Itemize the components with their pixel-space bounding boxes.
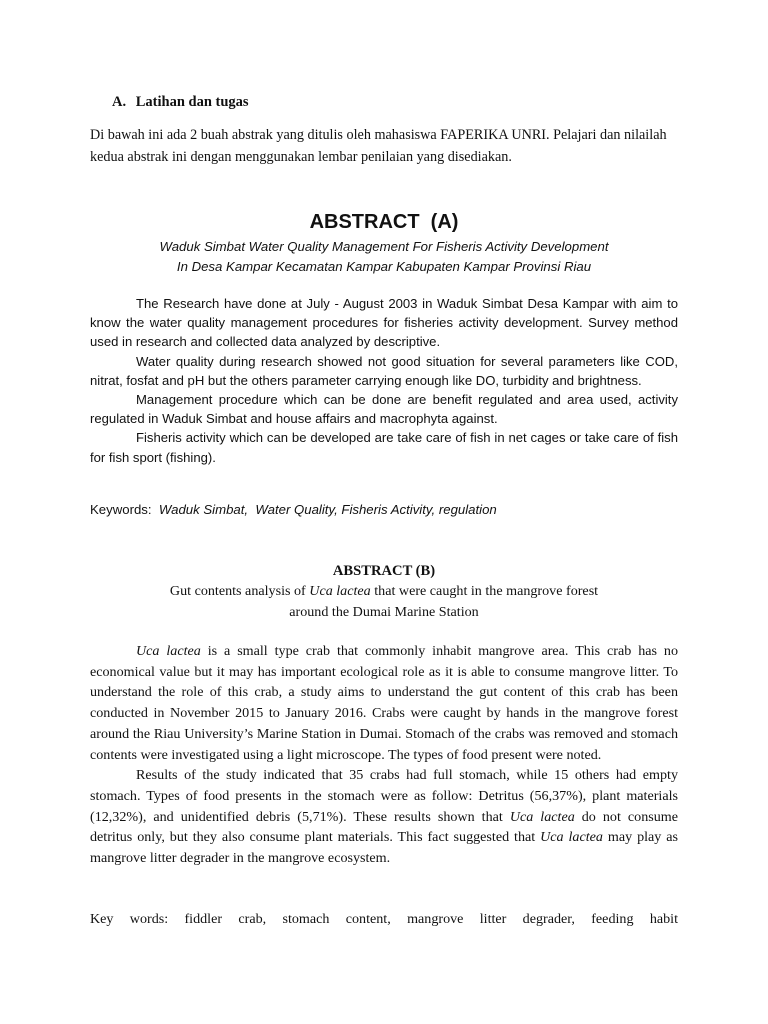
section-a-instructions: Di bawah ini ada 2 buah abstrak yang ditulis oleh mahasiswa FAPERIKA UNRI. Pelajari dan nilailah kedua abstrak ini dengan menggunakan lembar penilaian yang disediakan. [90,127,667,165]
abstract-a-keywords-values: Waduk Simbat, Water Quality, Fisheris Activity, regulation [158,502,497,517]
abstract-a-body [90,294,678,467]
section-a-heading-text: Latihan dan tugas [135,94,249,110]
abstract-b-paragraph-1 [90,641,678,765]
abstract-b-subtitle [90,581,678,622]
abstract-a-subtitle-line-2: In Desa Kampar Kecamatan Kampar Kabupaten Kampar Provinsi Riau [176,259,592,274]
abstract-b-subtitle-after: that were caught in the mangrove forest [370,583,599,599]
abstract-b-p2-species-2: Uca lactea [540,829,603,846]
abstract-a-subtitle-line-1: Waduk Simbat Water Quality Management For Fisheris Activity Development [159,239,609,254]
abstract-a-paragraph-4: Fisheris activity which can be developed are take care of fish in net cages or take care of fish for fish sport (fishing). [90,430,678,465]
abstract-b-subtitle-line-1 [90,581,678,602]
abstract-b-paragraph-2 [90,765,678,869]
abstract-b-subtitle-species: Uca lactea [309,583,371,599]
abstract-a-subtitle [90,237,678,277]
abstract-a-title: ABSTRACT (A) [309,211,459,233]
abstract-b-p2-part-2: do not consume detritus only, but they also consume plant materials. This fact suggested that [90,808,678,846]
abstract-a-paragraph-1: The Research have done at July - August 2003 in Waduk Simbat Desa Kampar with aim to know the water quality management procedures for fisheries activity development. Survey method used in research and collected data analyzed by descriptive. [90,296,678,350]
abstract-b-subtitle-line-2: around the Dumai Marine Station [289,603,479,620]
abstract-a-paragraph-2: Water quality during research showed not good situation for several parameters like COD, nitrat, fosfat and pH but the others parameter carrying enough like DO, turbidity and brightness. [90,353,678,388]
abstract-a-keywords-label: Keywords: [90,502,159,517]
section-a-heading [112,92,249,112]
abstract-b-body [90,641,678,869]
abstract-b-title: ABSTRACT (B) [332,563,436,579]
abstract-b-keywords: Key words: fiddler crab, stomach content, mangrove litter degrader, feeding habit [90,911,678,927]
abstract-b-p1-text: is a small type crab that commonly inhabit mangrove area. This crab has no economical value but it may has important ecological role as it is able to consume mangrove litter. To understand the role of this crab, a study aims to understand the gut content of this crab has been conducted in November 2015 to January 2016. Crabs were caught by hands in the mangrove forest around the Riau University’s Marine Station in Dumai. Stomach of the crabs was removed and stomach contents were investigated using a light microscope. The types of food present were noted. [90,643,678,763]
abstract-b-p2-part-3: may play as mangrove litter degrader in the mangrove ecosystem. [90,829,678,867]
abstract-b-subtitle-before: Gut contents analysis of [169,583,310,599]
abstract-a-keywords [90,500,678,520]
abstract-b-p2-part-1: Results of the study indicated that 35 crabs had full stomach, while 15 others had empty stomach. Types of food presents in the stomach were as follow: Detritus (56,37%), plant materials (12,32%), and unidentified debris (5,71%). These results shown that [90,767,678,825]
section-a-letter: A. [112,94,127,110]
abstract-b-p1-species: Uca lactea [136,643,201,659]
abstract-b-p2-species-1: Uca lactea [509,808,575,825]
abstract-a-paragraph-3: Management procedure which can be done are benefit regulated and area used, activity regulated in Waduk Simbat and house affairs and macrophyta against. [90,392,678,427]
